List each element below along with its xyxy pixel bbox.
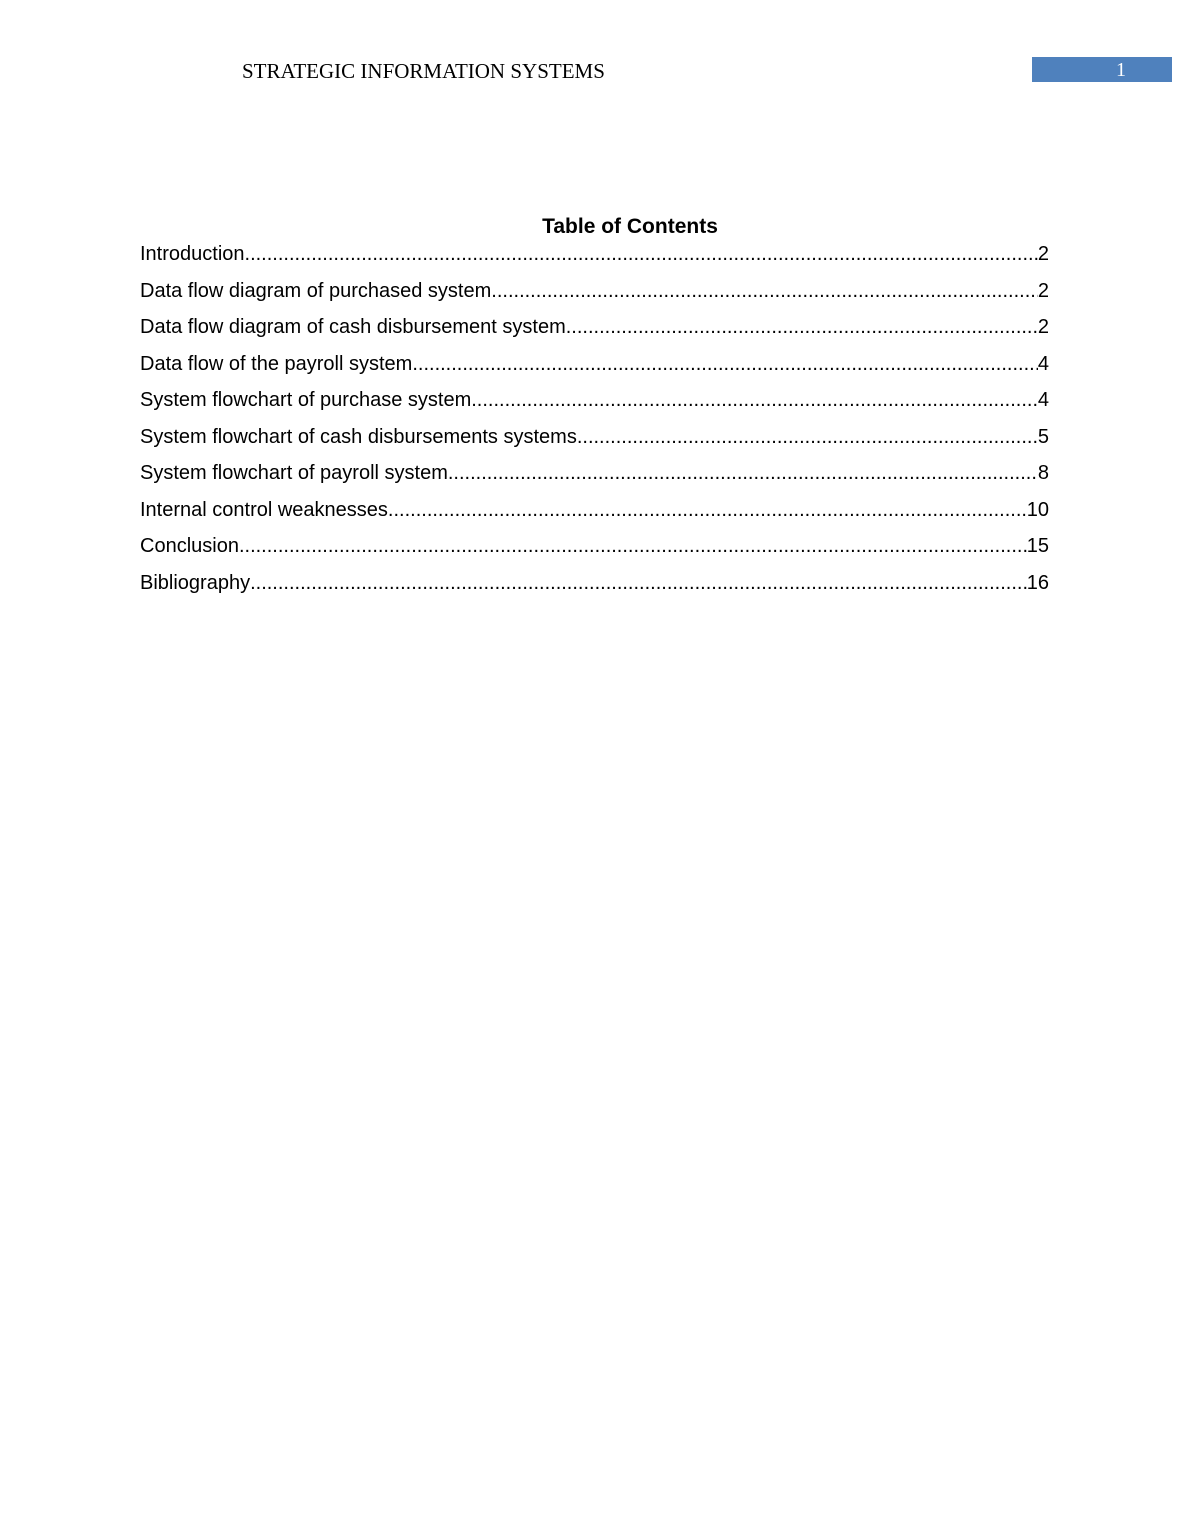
toc-entry-title: Introduction	[140, 243, 245, 265]
toc-leader-dots	[412, 350, 1038, 378]
toc-entry-page: 2	[1037, 243, 1049, 265]
page-number-box	[1032, 57, 1172, 82]
toc-entry-title: System flowchart of purchase system	[140, 389, 472, 411]
page-number: 1	[1116, 59, 1126, 81]
toc-entry-page: 2	[1037, 279, 1049, 302]
toc-entry-page: 4	[1037, 389, 1049, 411]
toc-entry-title: Data flow diagram of purchased system	[140, 279, 492, 302]
toc-entry-title: System flowchart of payroll system	[140, 462, 448, 484]
toc-entry-title: Internal control weaknesses	[140, 498, 388, 521]
toc-entry-page: 2	[1037, 316, 1049, 338]
toc-entry-bibliography[interactable]	[140, 569, 1049, 606]
toc-entry-page: 16	[1026, 571, 1049, 594]
toc-entry-page: 15	[1026, 535, 1049, 557]
toc-entry-internal-control[interactable]	[140, 496, 1049, 533]
toc-leader-dots	[250, 569, 1027, 597]
toc-entry-title: Data flow of the payroll system	[140, 352, 413, 375]
toc-entry-title: System flowchart of cash disbursements systems	[140, 425, 577, 448]
toc-entry-flowchart-purchase[interactable]	[140, 386, 1049, 423]
toc-entry-flowchart-cash-disbursements[interactable]	[140, 423, 1049, 460]
toc-entry-flowchart-payroll[interactable]	[140, 459, 1049, 496]
toc-leader-dots	[566, 313, 1038, 341]
toc-entry-page: 8	[1037, 462, 1049, 484]
toc-leader-dots	[245, 240, 1038, 268]
toc-entry-page: 4	[1037, 352, 1049, 375]
toc-entry-conclusion[interactable]	[140, 532, 1049, 569]
toc-entry-page: 5	[1037, 425, 1049, 448]
toc-leader-dots	[388, 496, 1027, 524]
toc-leader-dots	[239, 532, 1027, 560]
toc-leader-dots	[448, 459, 1038, 487]
toc-entry-data-flow-payroll[interactable]	[140, 350, 1049, 387]
toc-heading: Table of Contents	[542, 215, 718, 238]
toc-entry-page: 10	[1026, 498, 1049, 521]
toc-leader-dots	[491, 277, 1038, 305]
toc-leader-dots	[577, 423, 1038, 451]
toc-entry-title: Data flow diagram of cash disbursement system	[140, 316, 566, 338]
toc-entry-dfd-cash-disbursement[interactable]	[140, 313, 1049, 350]
toc-entry-dfd-purchased-system[interactable]	[140, 277, 1049, 314]
toc-leader-dots	[471, 386, 1038, 414]
toc-entry-title: Bibliography	[140, 571, 251, 594]
toc-list	[140, 240, 1049, 605]
toc-entry-title: Conclusion	[140, 535, 239, 557]
running-header-title: STRATEGIC INFORMATION SYSTEMS	[242, 59, 605, 83]
toc-entry-introduction[interactable]	[140, 240, 1049, 277]
